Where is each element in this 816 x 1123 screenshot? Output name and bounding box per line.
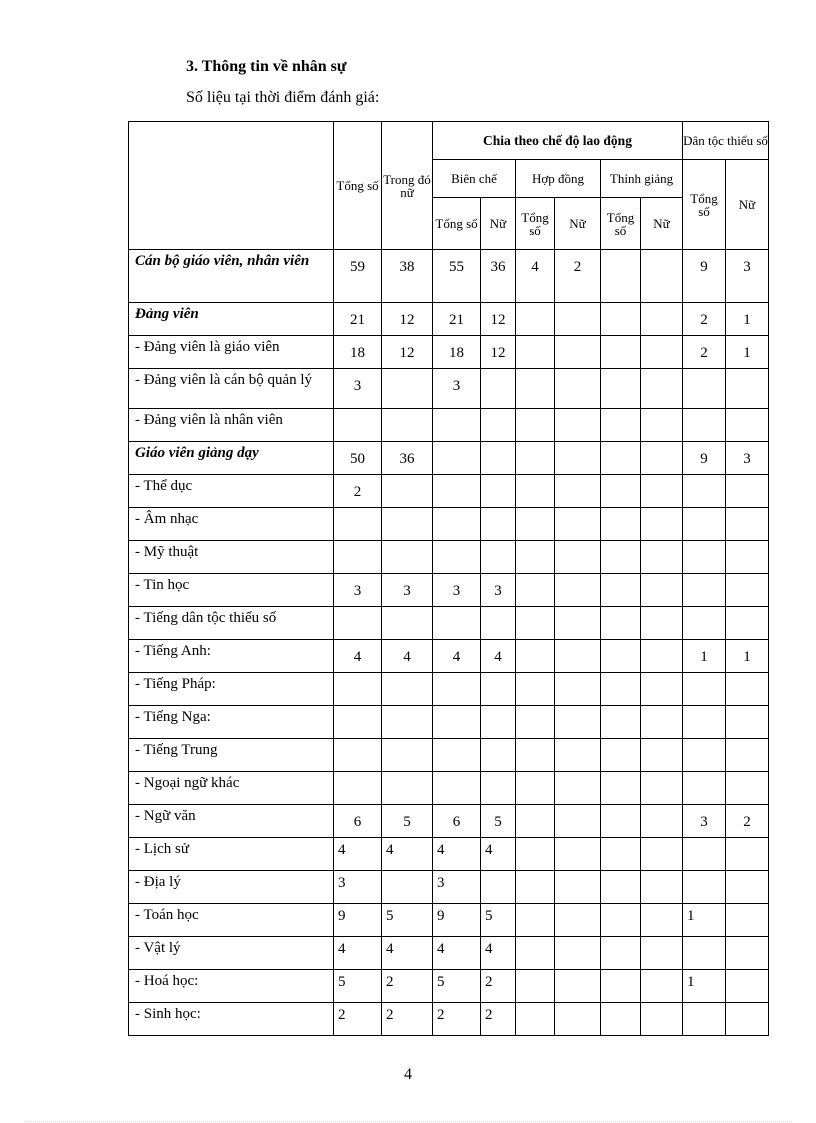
table-row (129, 904, 769, 937)
table-cell (641, 706, 683, 739)
table-cell (641, 409, 683, 442)
row-label: - Lịch sử (129, 838, 334, 871)
table-cell: 3 (683, 805, 726, 838)
table-cell (516, 442, 555, 475)
table-cell (481, 541, 516, 574)
table-cell (726, 937, 769, 970)
section-subtitle: Số liệu tại thời điểm đánh giá: (186, 89, 380, 106)
table-cell: 18 (433, 336, 481, 369)
table-cell: 3 (334, 574, 382, 607)
table-cell (601, 937, 641, 970)
table-cell: 36 (481, 250, 516, 303)
table-cell (726, 541, 769, 574)
table-cell (516, 336, 555, 369)
table-cell (516, 706, 555, 739)
table-cell (601, 640, 641, 673)
table-cell: 12 (481, 303, 516, 336)
table-cell (683, 508, 726, 541)
table-row (129, 250, 769, 303)
table-cell (726, 369, 769, 409)
table-cell (726, 772, 769, 805)
table-cell: 4 (382, 838, 433, 871)
table-cell (516, 303, 555, 336)
table-cell (641, 369, 683, 409)
table-cell: 9 (433, 904, 481, 937)
table-row (129, 409, 769, 442)
table-cell (481, 607, 516, 640)
table-cell (601, 805, 641, 838)
table-cell (601, 369, 641, 409)
row-label: - Tin học (129, 574, 334, 607)
table-cell: 5 (334, 970, 382, 1003)
table-cell (601, 739, 641, 772)
table-cell: 2 (334, 475, 382, 508)
table-row (129, 607, 769, 640)
table-cell (516, 574, 555, 607)
table-cell (382, 607, 433, 640)
table-cell: 12 (382, 303, 433, 336)
table-cell: 18 (334, 336, 382, 369)
table-cell (601, 871, 641, 904)
table-cell (433, 541, 481, 574)
page-number: 4 (404, 1066, 412, 1083)
table-row (129, 369, 769, 409)
table-cell (555, 871, 601, 904)
footer-divider (24, 1121, 792, 1122)
table-cell: 4 (334, 838, 382, 871)
table-cell: 1 (683, 904, 726, 937)
table-cell (641, 673, 683, 706)
table-row (129, 508, 769, 541)
table-cell (433, 673, 481, 706)
header-hop-dong: Hợp đồng (516, 160, 601, 198)
table-cell (641, 336, 683, 369)
table-cell (334, 772, 382, 805)
table-cell (601, 574, 641, 607)
table-cell (516, 607, 555, 640)
header-trong-do-nu: Trong đó nữ (382, 122, 433, 250)
table-cell (601, 303, 641, 336)
row-label: - Sinh học: (129, 1003, 334, 1036)
row-label: - Tiếng Anh: (129, 640, 334, 673)
table-cell: 3 (433, 574, 481, 607)
table-cell (481, 871, 516, 904)
table-cell: 2 (433, 1003, 481, 1036)
row-label: - Ngoại ngữ khác (129, 772, 334, 805)
table-cell (382, 369, 433, 409)
table-cell: 4 (382, 937, 433, 970)
row-label: - Tiếng dân tộc thiểu số (129, 607, 334, 640)
table-cell: 3 (334, 369, 382, 409)
table-cell (516, 369, 555, 409)
table-row (129, 673, 769, 706)
table-cell (516, 508, 555, 541)
table-cell (683, 838, 726, 871)
table-cell (641, 475, 683, 508)
row-label: - Tiếng Trung (129, 739, 334, 772)
table-cell (481, 475, 516, 508)
table-cell (641, 739, 683, 772)
table-cell (726, 739, 769, 772)
table-cell (726, 1003, 769, 1036)
table-row (129, 871, 769, 904)
table-cell: 5 (433, 970, 481, 1003)
table-body (129, 250, 769, 1036)
table-cell (516, 1003, 555, 1036)
header-tg-nu: Nữ (641, 198, 683, 250)
table-row (129, 970, 769, 1003)
table-cell (516, 475, 555, 508)
personnel-table (128, 121, 769, 1036)
table-row (129, 442, 769, 475)
table-cell: 3 (433, 871, 481, 904)
table-cell: 12 (481, 336, 516, 369)
table-cell: 2 (726, 805, 769, 838)
table-cell (601, 250, 641, 303)
table-cell (516, 805, 555, 838)
table-cell (641, 805, 683, 838)
table-cell (555, 303, 601, 336)
table-cell (382, 409, 433, 442)
table-cell (334, 673, 382, 706)
table-cell (683, 369, 726, 409)
table-cell (555, 409, 601, 442)
table-cell (601, 1003, 641, 1036)
table-cell: 6 (334, 805, 382, 838)
table-cell: 50 (334, 442, 382, 475)
table-cell (481, 442, 516, 475)
table-cell: 9 (334, 904, 382, 937)
table-cell (334, 739, 382, 772)
header-dt-nu: Nữ (726, 160, 769, 250)
table-cell: 3 (382, 574, 433, 607)
table-cell: 4 (516, 250, 555, 303)
table-cell (382, 871, 433, 904)
table-cell: 5 (382, 805, 433, 838)
table-cell (555, 508, 601, 541)
row-label: - Tiếng Pháp: (129, 673, 334, 706)
table-cell (726, 673, 769, 706)
table-row (129, 1003, 769, 1036)
row-label: - Địa lý (129, 871, 334, 904)
table-cell: 3 (433, 369, 481, 409)
row-label: - Âm nhạc (129, 508, 334, 541)
table-cell (601, 541, 641, 574)
table-cell (601, 970, 641, 1003)
table-cell (433, 475, 481, 508)
table-cell (516, 871, 555, 904)
table-row (129, 541, 769, 574)
table-cell (555, 937, 601, 970)
table-cell (382, 475, 433, 508)
row-label: Đảng viên (129, 303, 334, 336)
table-cell (555, 607, 601, 640)
table-cell (641, 1003, 683, 1036)
table-cell (683, 706, 726, 739)
table-cell (481, 508, 516, 541)
table-cell: 3 (726, 442, 769, 475)
table-row (129, 574, 769, 607)
table-cell: 5 (481, 805, 516, 838)
table-cell (641, 640, 683, 673)
table-cell (555, 838, 601, 871)
table-cell (481, 739, 516, 772)
table-cell (433, 409, 481, 442)
table-cell: 4 (433, 640, 481, 673)
table-cell (641, 508, 683, 541)
table-cell (641, 838, 683, 871)
row-label: Cán bộ giáo viên, nhân viên (129, 250, 334, 303)
table-cell (641, 607, 683, 640)
row-label: - Đảng viên là cán bộ quản lý (129, 369, 334, 409)
table-cell (601, 772, 641, 805)
table-cell (433, 442, 481, 475)
table-cell (516, 541, 555, 574)
table-cell (555, 336, 601, 369)
table-cell: 1 (683, 640, 726, 673)
table-cell (481, 772, 516, 805)
header-bc-tong-so: Tổng số (433, 198, 481, 250)
row-label: - Ngữ văn (129, 805, 334, 838)
table-cell: 4 (481, 838, 516, 871)
table-cell (601, 607, 641, 640)
table-cell (601, 904, 641, 937)
table-row (129, 336, 769, 369)
table-cell (555, 475, 601, 508)
table-cell (641, 541, 683, 574)
table-cell (641, 871, 683, 904)
row-label: Giáo viên giảng dạy (129, 442, 334, 475)
table-cell (516, 640, 555, 673)
row-label: - Thể dục (129, 475, 334, 508)
header-bien-che: Biên chế (433, 160, 516, 198)
table-cell: 2 (683, 336, 726, 369)
table-cell (641, 970, 683, 1003)
table-cell: 59 (334, 250, 382, 303)
table-cell (481, 673, 516, 706)
table-cell: 1 (726, 336, 769, 369)
header-chia-theo-che-do: Chia theo chế độ lao động (433, 122, 683, 160)
table-cell: 2 (334, 1003, 382, 1036)
table-cell (516, 673, 555, 706)
table-cell: 5 (481, 904, 516, 937)
table-cell (726, 970, 769, 1003)
table-cell (726, 475, 769, 508)
table-cell (382, 706, 433, 739)
header-hd-tong-so: Tổng số (516, 198, 555, 250)
table-cell (555, 904, 601, 937)
table-cell (516, 970, 555, 1003)
table-cell (726, 706, 769, 739)
table-cell (601, 508, 641, 541)
table-cell (641, 303, 683, 336)
table-cell (555, 442, 601, 475)
row-label: - Hoá học: (129, 970, 334, 1003)
table-cell (555, 772, 601, 805)
table-cell (726, 574, 769, 607)
table-cell (334, 508, 382, 541)
table-row (129, 937, 769, 970)
table-cell (683, 739, 726, 772)
table-row (129, 706, 769, 739)
table-cell (334, 607, 382, 640)
header-tg-tong-so: Tổng số (601, 198, 641, 250)
table-row (129, 838, 769, 871)
table-cell (516, 772, 555, 805)
table-cell (555, 1003, 601, 1036)
table-cell: 4 (334, 640, 382, 673)
table-cell (382, 541, 433, 574)
table-cell: 3 (334, 871, 382, 904)
table-cell: 4 (481, 937, 516, 970)
table-cell (481, 409, 516, 442)
table-cell (555, 970, 601, 1003)
table-cell (382, 739, 433, 772)
table-cell: 2 (481, 970, 516, 1003)
table-cell: 1 (683, 970, 726, 1003)
header-bc-nu: Nữ (481, 198, 516, 250)
table-cell (382, 508, 433, 541)
table-cell (516, 937, 555, 970)
table-cell (334, 706, 382, 739)
header-tong-so: Tổng số (334, 122, 382, 250)
table-cell (433, 706, 481, 739)
table-cell (555, 640, 601, 673)
table-cell: 21 (433, 303, 481, 336)
table-cell: 4 (334, 937, 382, 970)
table-cell: 2 (382, 970, 433, 1003)
table-cell (334, 541, 382, 574)
table-cell (601, 442, 641, 475)
table-cell: 1 (726, 640, 769, 673)
table-cell (683, 409, 726, 442)
table-cell: 4 (433, 838, 481, 871)
table-cell: 9 (683, 250, 726, 303)
table-cell (382, 772, 433, 805)
table-cell: 2 (481, 1003, 516, 1036)
table-cell (555, 673, 601, 706)
header-dt-tong-so: Tổng số (683, 160, 726, 250)
table-cell: 5 (382, 904, 433, 937)
table-cell: 2 (555, 250, 601, 303)
table-cell: 4 (481, 640, 516, 673)
header-dan-toc-thieu-so: Dân tộc thiểu số (683, 122, 769, 160)
section-title: 3. Thông tin về nhân sự (186, 58, 347, 75)
table-cell (516, 739, 555, 772)
table-cell (555, 805, 601, 838)
table-row (129, 739, 769, 772)
table-row (129, 805, 769, 838)
table-cell (683, 937, 726, 970)
table-cell: 3 (481, 574, 516, 607)
table-cell (601, 475, 641, 508)
table-cell (555, 541, 601, 574)
table-cell (683, 607, 726, 640)
table-cell (481, 706, 516, 739)
table-cell (433, 772, 481, 805)
table-cell (726, 838, 769, 871)
table-cell (641, 937, 683, 970)
table-cell: 55 (433, 250, 481, 303)
table-cell (601, 673, 641, 706)
table-cell (433, 508, 481, 541)
table-cell (683, 541, 726, 574)
table-cell (683, 574, 726, 607)
table-cell: 2 (382, 1003, 433, 1036)
header-thinh-giang: Thỉnh giảng (601, 160, 683, 198)
table-cell (726, 871, 769, 904)
row-label: - Tiếng Nga: (129, 706, 334, 739)
table-cell (641, 442, 683, 475)
table-cell: 38 (382, 250, 433, 303)
table-cell (726, 904, 769, 937)
table-cell: 9 (683, 442, 726, 475)
table-cell (683, 871, 726, 904)
table-cell (555, 706, 601, 739)
table-cell: 6 (433, 805, 481, 838)
table-row (129, 303, 769, 336)
table-cell (641, 250, 683, 303)
table-cell (726, 508, 769, 541)
table-cell (683, 772, 726, 805)
table-cell (641, 772, 683, 805)
table-cell (601, 336, 641, 369)
header-blank-cell (129, 122, 334, 250)
table-cell: 1 (726, 303, 769, 336)
table-cell (726, 409, 769, 442)
table-cell: 2 (683, 303, 726, 336)
table-cell: 4 (382, 640, 433, 673)
table-cell (334, 409, 382, 442)
table-cell (516, 409, 555, 442)
table-cell: 4 (433, 937, 481, 970)
table-cell (641, 904, 683, 937)
table-cell: 3 (726, 250, 769, 303)
table-cell (433, 607, 481, 640)
table-cell: 12 (382, 336, 433, 369)
table-row (129, 640, 769, 673)
table-cell: 36 (382, 442, 433, 475)
table-cell (726, 607, 769, 640)
table-cell (382, 673, 433, 706)
table-cell: 21 (334, 303, 382, 336)
table-cell (555, 739, 601, 772)
row-label: - Đảng viên là giáo viên (129, 336, 334, 369)
row-label: - Toán học (129, 904, 334, 937)
row-label: - Mỹ thuật (129, 541, 334, 574)
table-cell (601, 838, 641, 871)
table-row (129, 772, 769, 805)
table-cell (683, 673, 726, 706)
table-cell (601, 409, 641, 442)
table-cell (683, 475, 726, 508)
table-cell (555, 369, 601, 409)
table-cell (555, 574, 601, 607)
row-label: - Đảng viên là nhân viên (129, 409, 334, 442)
table-row (129, 475, 769, 508)
row-label: - Vật lý (129, 937, 334, 970)
table-cell (481, 369, 516, 409)
table-cell (683, 1003, 726, 1036)
table-cell (516, 838, 555, 871)
header-hd-nu: Nữ (555, 198, 601, 250)
table-cell (516, 904, 555, 937)
table-cell (433, 739, 481, 772)
table-cell (641, 574, 683, 607)
table-cell (601, 706, 641, 739)
